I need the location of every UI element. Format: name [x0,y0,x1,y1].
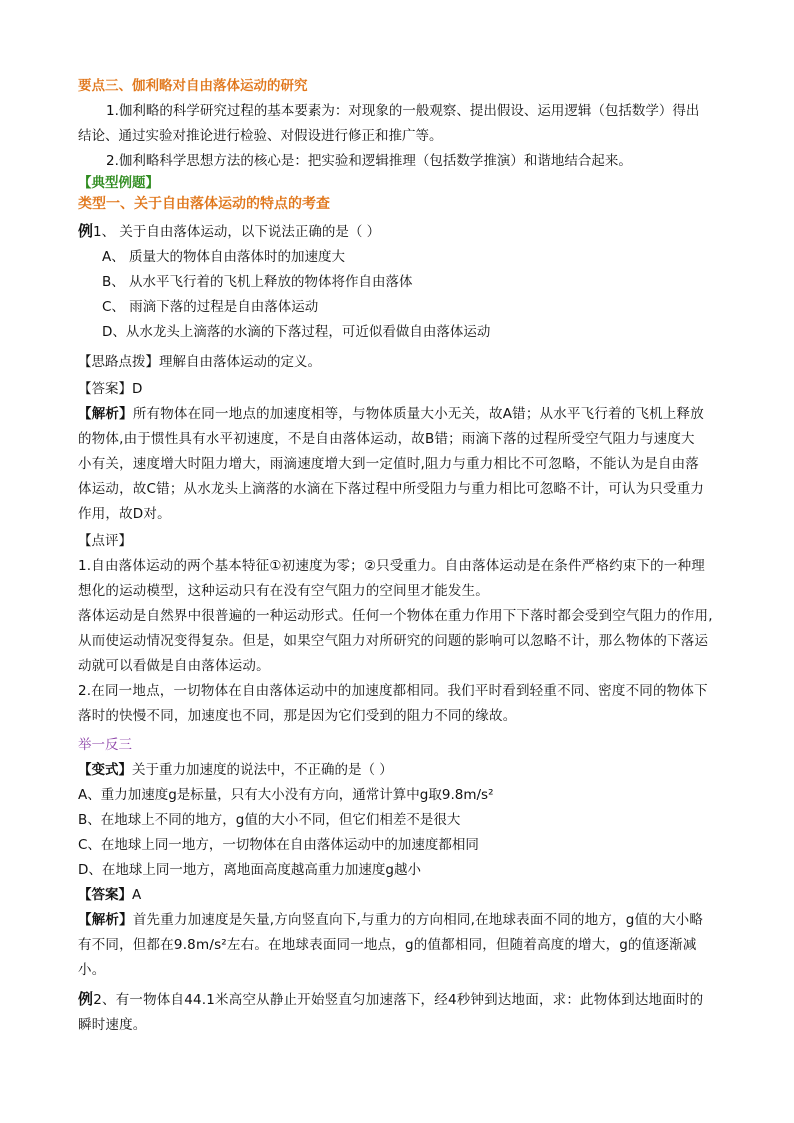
comment-line: 2.在同一地点，一切物体在自由落体运动中的加速度都相同。我们平时看到轻重不同、密度不同的物体下 [78,683,708,699]
variant-analysis-line: 有不同，但都在9.8m/s²左右。在地球表面同一地点，g的值都相同，但随着高度的增大，g的值逐渐减 [78,937,697,953]
option-b: B、 从水平飞行着的飞机上释放的物体将作自由落体 [102,274,413,290]
hint-label: 【思路点拨】 [78,354,159,370]
hint-text: 理解自由落体运动的定义。 [159,354,321,370]
comment-line: 1.自由落体运动的两个基本特征①初速度为零；②只受重力。自由落体运动是在条件严格约束下的一种理 [78,558,705,574]
variant-option-c: C、在地球上同一地方，一切物体在自由落体运动中的加速度都相同 [78,837,479,853]
analysis-line [78,402,720,427]
type-heading: 类型一、关于自由落体运动的特点的考查 [78,196,330,212]
variant-analysis-text: 首先重力加速度是矢量,方向竖直向下,与重力的方向相同,在地球表面不同的地方，g值的大小略 [132,912,704,928]
variant-answer-line [78,883,720,908]
comment-line: 从而使运动情况变得复杂。但是，如果空气阻力对所研究的问题的影响可以忽略不计，那么物体的下落运 [78,633,709,649]
variant-option-d: D、在地球上同一地方，离地面高度越高重力加速度g越小 [78,862,421,878]
variant-option-a: A、重力加速度g是标量，只有大小没有方向，通常计算中g取9.8m/s² [78,787,494,803]
analysis-line: 体运动，故C错；从水龙头上滴落的水滴在下落过程中所受阻力与重力相比可忽略不计，可认为只受重力 [78,481,705,497]
analysis-line: 小有关，速度增大时阻力增大，雨滴速度增大到一定值时,阻力与重力相比不可忽略，不能认为是自由落 [78,456,699,472]
variant-analysis-label: 【解析】 [78,912,133,928]
variant-answer-label: 【答案】 [78,887,132,903]
analysis-line: 作用，故D对。 [78,506,171,522]
example-label: 例 [78,222,94,240]
comment-label: 【点评】 [78,533,132,549]
example-2-label: 例 [78,990,94,1008]
paragraph: 2.伽利略科学思想方法的核心是：把实验和逻辑推理（包括数学推演）和谐地结合起来。 [106,153,632,169]
analysis-block [78,402,720,527]
hint-line [78,350,720,375]
answer-text: D [132,381,143,397]
variant-question [78,758,720,783]
option-a: A、 质量大的物体自由落体时的加速度大 [102,249,346,265]
variant-analysis-line: 小。 [78,962,106,978]
paragraph: 1.伽利略的科学研究过程的基本要素为：对现象的一般观察、提出假设、运用逻辑（包括数学）得出 [106,103,700,119]
document-page [78,74,720,1038]
examples-heading: 【典型例题】 [78,175,159,191]
analysis-label: 【解析】 [78,406,133,422]
analysis-text: 所有物体在同一地点的加速度相等，与物体质量大小无关，故A错；从水平飞行着的飞机上释放 [132,406,704,422]
variant-analysis-line [78,908,720,933]
variant-analysis-block [78,908,720,983]
comment-line: 落时的快慢不同，加速度也不同，那是因为它们受到的阻力不同的缘故。 [78,708,517,724]
example-2-line: 瞬时速度。 [78,1017,147,1033]
variant-answer-text: A [132,887,142,903]
answer-line [78,377,720,402]
variant-label: 【变式】 [78,762,132,778]
variant-option-b: B、在地球上不同的地方，g值的大小不同，但它们相差不是很大 [78,812,461,828]
analysis-line: 的物体,由于惯性具有水平初速度，不是自由落体运动，故B错；雨滴下落的过程所受空气阻力与速度大 [78,431,695,447]
question-text: 1、 关于自由落体运动，以下说法正确的是（ ） [93,224,381,240]
comment-block [78,554,720,729]
variant-question-text: 关于重力加速度的说法中，不正确的是（ ） [132,762,393,778]
example-1-question [78,219,720,245]
example-2-block [78,987,720,1038]
example-2-line [78,987,720,1013]
comment-line: 动就可以看做是自由落体运动。 [78,658,270,674]
section-heading: 要点三、伽利略对自由落体运动的研究 [78,78,308,94]
comment-line: 落体运动是自然界中很普遍的一种运动形式。任何一个物体在重力作用下下落时都会受到空气阻力的作用, [78,608,713,624]
variant-heading: 举一反三 [78,737,132,753]
option-d: D、从水龙头上滴落的水滴的下落过程，可近似看做自由落体运动 [102,324,491,340]
example-2-text: 2、有一物体自44.1米高空从静止开始竖直匀加速落下，经4秒钟到达地面，求：此物体到达地面时的 [93,992,704,1008]
answer-label: 【答案】 [78,381,132,397]
paragraph: 结论、通过实验对推论进行检验、对假设进行修正和推广等。 [78,128,443,144]
option-c: C、 雨滴下落的过程是自由落体运动 [102,299,319,315]
comment-line: 想化的运动模型，这种运动只有在没有空气阻力的空间里才能发生。 [78,583,489,599]
